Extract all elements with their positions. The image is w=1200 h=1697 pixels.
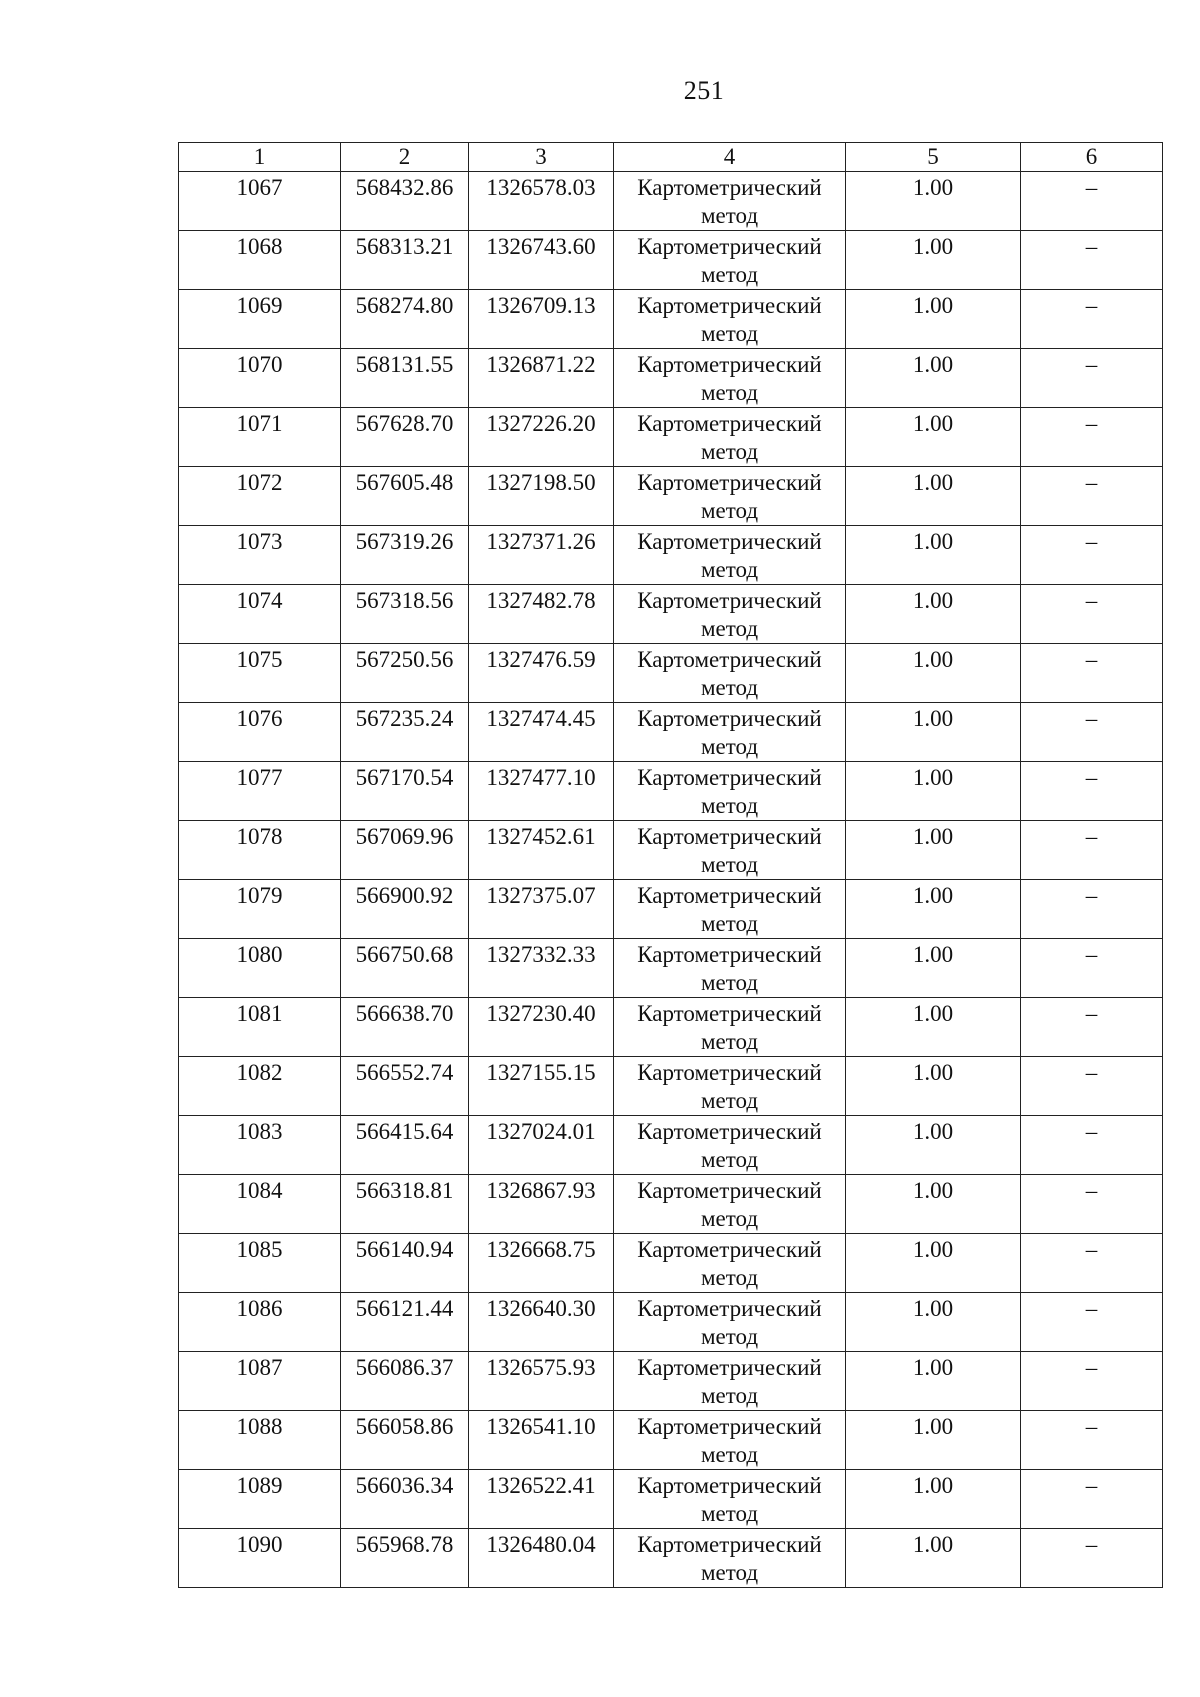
method-line-2: метод — [700, 1088, 759, 1113]
y-coordinate-cell: 1327155.15 — [469, 1057, 614, 1116]
y-coordinate-cell: 1327452.61 — [469, 821, 614, 880]
method-line-1: Картометрический — [637, 352, 822, 377]
table-row — [179, 1352, 1163, 1411]
point-number-cell: 1084 — [179, 1175, 341, 1234]
point-number-cell: 1085 — [179, 1234, 341, 1293]
x-coordinate-cell: 566638.70 — [341, 998, 469, 1057]
table-row — [179, 880, 1163, 939]
accuracy-cell: 1.00 — [846, 526, 1021, 585]
accuracy-cell: 1.00 — [846, 821, 1021, 880]
accuracy-cell: 1.00 — [846, 1352, 1021, 1411]
column-header-1: 1 — [179, 143, 341, 172]
y-coordinate-cell: 1327477.10 — [469, 762, 614, 821]
y-coordinate-cell: 1327198.50 — [469, 467, 614, 526]
column-header-3: 3 — [469, 143, 614, 172]
x-coordinate-cell: 565968.78 — [341, 1529, 469, 1588]
table-row — [179, 1234, 1163, 1293]
x-coordinate-cell: 567605.48 — [341, 467, 469, 526]
method-line-2: метод — [700, 1442, 759, 1467]
method-line-2: метод — [700, 498, 759, 523]
x-coordinate-cell: 567628.70 — [341, 408, 469, 467]
method-line-1: Картометрический — [637, 588, 822, 613]
accuracy-cell: 1.00 — [846, 1470, 1021, 1529]
table-header — [179, 143, 1163, 172]
accuracy-cell: 1.00 — [846, 349, 1021, 408]
y-coordinate-cell: 1326640.30 — [469, 1293, 614, 1352]
x-coordinate-cell: 566140.94 — [341, 1234, 469, 1293]
table-row — [179, 998, 1163, 1057]
method-line-1: Картометрический — [637, 411, 822, 436]
x-coordinate-cell: 567170.54 — [341, 762, 469, 821]
method-cell — [614, 998, 846, 1057]
table-row — [179, 1529, 1163, 1588]
table-body — [179, 172, 1163, 1588]
page-number: 251 — [683, 76, 725, 105]
point-number-cell: 1078 — [179, 821, 341, 880]
x-coordinate-cell: 566058.86 — [341, 1411, 469, 1470]
x-coordinate-cell: 568131.55 — [341, 349, 469, 408]
note-cell: – — [1021, 526, 1163, 585]
method-cell — [614, 644, 846, 703]
method-line-2: метод — [700, 1029, 759, 1054]
x-coordinate-cell: 566318.81 — [341, 1175, 469, 1234]
point-number-cell: 1069 — [179, 290, 341, 349]
method-line-1: Картометрический — [637, 1532, 822, 1557]
method-line-1: Картометрический — [637, 1001, 822, 1026]
accuracy-cell: 1.00 — [846, 1175, 1021, 1234]
method-line-2: метод — [700, 852, 759, 877]
method-line-1: Картометрический — [637, 293, 822, 318]
accuracy-cell: 1.00 — [846, 880, 1021, 939]
table-row — [179, 644, 1163, 703]
method-line-1: Картометрический — [637, 175, 822, 200]
accuracy-cell: 1.00 — [846, 1057, 1021, 1116]
method-cell — [614, 762, 846, 821]
x-coordinate-cell: 567319.26 — [341, 526, 469, 585]
method-line-1: Картометрический — [637, 1473, 822, 1498]
table-row — [179, 172, 1163, 231]
note-cell: – — [1021, 1529, 1163, 1588]
table-row — [179, 1057, 1163, 1116]
header-row — [179, 143, 1163, 172]
note-cell: – — [1021, 939, 1163, 998]
point-number-cell: 1070 — [179, 349, 341, 408]
note-cell: – — [1021, 349, 1163, 408]
point-number-cell: 1075 — [179, 644, 341, 703]
accuracy-cell: 1.00 — [846, 1234, 1021, 1293]
column-header-6: 6 — [1021, 143, 1163, 172]
table-row — [179, 1116, 1163, 1175]
accuracy-cell: 1.00 — [846, 1411, 1021, 1470]
method-cell — [614, 1352, 846, 1411]
method-line-2: метод — [700, 203, 759, 228]
accuracy-cell: 1.00 — [846, 998, 1021, 1057]
method-line-2: метод — [700, 1383, 759, 1408]
column-header-2: 2 — [341, 143, 469, 172]
y-coordinate-cell: 1326867.93 — [469, 1175, 614, 1234]
column-header-5: 5 — [846, 143, 1021, 172]
method-cell — [614, 939, 846, 998]
note-cell: – — [1021, 1116, 1163, 1175]
method-line-1: Картометрический — [637, 1414, 822, 1439]
y-coordinate-cell: 1327230.40 — [469, 998, 614, 1057]
note-cell: – — [1021, 172, 1163, 231]
point-number-cell: 1074 — [179, 585, 341, 644]
method-line-2: метод — [700, 1147, 759, 1172]
method-line-1: Картометрический — [637, 470, 822, 495]
method-line-1: Картометрический — [637, 1178, 822, 1203]
method-line-1: Картометрический — [637, 765, 822, 790]
table-row — [179, 762, 1163, 821]
y-coordinate-cell: 1327332.33 — [469, 939, 614, 998]
point-number-cell: 1068 — [179, 231, 341, 290]
point-number-cell: 1083 — [179, 1116, 341, 1175]
method-cell — [614, 585, 846, 644]
y-coordinate-cell: 1327474.45 — [469, 703, 614, 762]
y-coordinate-cell: 1326541.10 — [469, 1411, 614, 1470]
table-row — [179, 1411, 1163, 1470]
accuracy-cell: 1.00 — [846, 703, 1021, 762]
note-cell: – — [1021, 1234, 1163, 1293]
method-line-1: Картометрический — [637, 942, 822, 967]
method-line-2: метод — [700, 380, 759, 405]
table-row — [179, 231, 1163, 290]
point-number-cell: 1088 — [179, 1411, 341, 1470]
x-coordinate-cell: 566552.74 — [341, 1057, 469, 1116]
method-line-2: метод — [700, 675, 759, 700]
x-coordinate-cell: 567318.56 — [341, 585, 469, 644]
y-coordinate-cell: 1327371.26 — [469, 526, 614, 585]
point-number-cell: 1086 — [179, 1293, 341, 1352]
point-number-cell: 1079 — [179, 880, 341, 939]
method-line-1: Картометрический — [637, 1237, 822, 1262]
table-row — [179, 290, 1163, 349]
method-line-1: Картометрический — [637, 1355, 822, 1380]
note-cell: – — [1021, 408, 1163, 467]
note-cell: – — [1021, 290, 1163, 349]
y-coordinate-cell: 1326522.41 — [469, 1470, 614, 1529]
method-line-1: Картометрический — [637, 529, 822, 554]
point-number-cell: 1067 — [179, 172, 341, 231]
method-line-2: метод — [700, 1501, 759, 1526]
method-line-1: Картометрический — [637, 1119, 822, 1144]
accuracy-cell: 1.00 — [846, 290, 1021, 349]
method-cell — [614, 1234, 846, 1293]
method-cell — [614, 408, 846, 467]
table-row — [179, 467, 1163, 526]
accuracy-cell: 1.00 — [846, 1293, 1021, 1352]
x-coordinate-cell: 568274.80 — [341, 290, 469, 349]
accuracy-cell: 1.00 — [846, 1529, 1021, 1588]
method-line-2: метод — [700, 557, 759, 582]
method-cell — [614, 1116, 846, 1175]
note-cell: – — [1021, 1470, 1163, 1529]
method-cell — [614, 172, 846, 231]
method-cell — [614, 1470, 846, 1529]
point-number-cell: 1089 — [179, 1470, 341, 1529]
note-cell: – — [1021, 1293, 1163, 1352]
note-cell: – — [1021, 1411, 1163, 1470]
method-line-2: метод — [700, 1206, 759, 1231]
coordinates-table — [178, 142, 1163, 1588]
method-line-2: метод — [700, 1324, 759, 1349]
x-coordinate-cell: 566900.92 — [341, 880, 469, 939]
y-coordinate-cell: 1326668.75 — [469, 1234, 614, 1293]
method-line-2: метод — [700, 439, 759, 464]
y-coordinate-cell: 1326743.60 — [469, 231, 614, 290]
accuracy-cell: 1.00 — [846, 231, 1021, 290]
note-cell: – — [1021, 644, 1163, 703]
x-coordinate-cell: 567250.56 — [341, 644, 469, 703]
accuracy-cell: 1.00 — [846, 467, 1021, 526]
method-line-1: Картометрический — [637, 1296, 822, 1321]
x-coordinate-cell: 566750.68 — [341, 939, 469, 998]
note-cell: – — [1021, 585, 1163, 644]
method-line-2: метод — [700, 911, 759, 936]
x-coordinate-cell: 568432.86 — [341, 172, 469, 231]
point-number-cell: 1087 — [179, 1352, 341, 1411]
y-coordinate-cell: 1326709.13 — [469, 290, 614, 349]
y-coordinate-cell: 1327482.78 — [469, 585, 614, 644]
y-coordinate-cell: 1326578.03 — [469, 172, 614, 231]
method-line-2: метод — [700, 616, 759, 641]
point-number-cell: 1077 — [179, 762, 341, 821]
method-line-2: метод — [700, 734, 759, 759]
method-line-2: метод — [700, 321, 759, 346]
point-number-cell: 1072 — [179, 467, 341, 526]
method-line-1: Картометрический — [637, 1060, 822, 1085]
y-coordinate-cell: 1327024.01 — [469, 1116, 614, 1175]
y-coordinate-cell: 1327375.07 — [469, 880, 614, 939]
y-coordinate-cell: 1326575.93 — [469, 1352, 614, 1411]
method-cell — [614, 1411, 846, 1470]
point-number-cell: 1076 — [179, 703, 341, 762]
column-header-4: 4 — [614, 143, 846, 172]
method-line-1: Картометрический — [637, 234, 822, 259]
note-cell: – — [1021, 231, 1163, 290]
method-line-2: метод — [700, 1560, 759, 1585]
x-coordinate-cell: 566086.37 — [341, 1352, 469, 1411]
accuracy-cell: 1.00 — [846, 939, 1021, 998]
table-row — [179, 821, 1163, 880]
method-cell — [614, 1529, 846, 1588]
method-line-2: метод — [700, 793, 759, 818]
method-line-1: Картометрический — [637, 706, 822, 731]
note-cell: – — [1021, 703, 1163, 762]
note-cell: – — [1021, 467, 1163, 526]
note-cell: – — [1021, 880, 1163, 939]
point-number-cell: 1073 — [179, 526, 341, 585]
x-coordinate-cell: 568313.21 — [341, 231, 469, 290]
method-line-2: метод — [700, 262, 759, 287]
point-number-cell: 1082 — [179, 1057, 341, 1116]
table-row — [179, 1470, 1163, 1529]
method-line-1: Картометрический — [637, 824, 822, 849]
x-coordinate-cell: 567235.24 — [341, 703, 469, 762]
table-row — [179, 526, 1163, 585]
method-cell — [614, 290, 846, 349]
method-cell — [614, 467, 846, 526]
x-coordinate-cell: 566036.34 — [341, 1470, 469, 1529]
accuracy-cell: 1.00 — [846, 1116, 1021, 1175]
table-row — [179, 1293, 1163, 1352]
method-cell — [614, 1057, 846, 1116]
note-cell: – — [1021, 821, 1163, 880]
y-coordinate-cell: 1327476.59 — [469, 644, 614, 703]
method-cell — [614, 703, 846, 762]
y-coordinate-cell: 1326871.22 — [469, 349, 614, 408]
point-number-cell: 1071 — [179, 408, 341, 467]
note-cell: – — [1021, 762, 1163, 821]
note-cell: – — [1021, 1352, 1163, 1411]
table-row — [179, 1175, 1163, 1234]
point-number-cell: 1080 — [179, 939, 341, 998]
accuracy-cell: 1.00 — [846, 762, 1021, 821]
method-cell — [614, 880, 846, 939]
y-coordinate-cell: 1327226.20 — [469, 408, 614, 467]
method-cell — [614, 349, 846, 408]
x-coordinate-cell: 567069.96 — [341, 821, 469, 880]
accuracy-cell: 1.00 — [846, 585, 1021, 644]
x-coordinate-cell: 566121.44 — [341, 1293, 469, 1352]
table-row — [179, 408, 1163, 467]
note-cell: – — [1021, 1175, 1163, 1234]
method-cell — [614, 1175, 846, 1234]
point-number-cell: 1081 — [179, 998, 341, 1057]
accuracy-cell: 1.00 — [846, 644, 1021, 703]
table-row — [179, 939, 1163, 998]
table-row — [179, 585, 1163, 644]
accuracy-cell: 1.00 — [846, 408, 1021, 467]
table-row — [179, 703, 1163, 762]
method-line-2: метод — [700, 970, 759, 995]
table-row — [179, 349, 1163, 408]
x-coordinate-cell: 566415.64 — [341, 1116, 469, 1175]
method-line-1: Картометрический — [637, 647, 822, 672]
accuracy-cell: 1.00 — [846, 172, 1021, 231]
method-cell — [614, 526, 846, 585]
note-cell: – — [1021, 1057, 1163, 1116]
method-line-2: метод — [700, 1265, 759, 1290]
method-cell — [614, 1293, 846, 1352]
method-line-1: Картометрический — [637, 883, 822, 908]
method-cell — [614, 821, 846, 880]
point-number-cell: 1090 — [179, 1529, 341, 1588]
method-cell — [614, 231, 846, 290]
note-cell: – — [1021, 998, 1163, 1057]
y-coordinate-cell: 1326480.04 — [469, 1529, 614, 1588]
